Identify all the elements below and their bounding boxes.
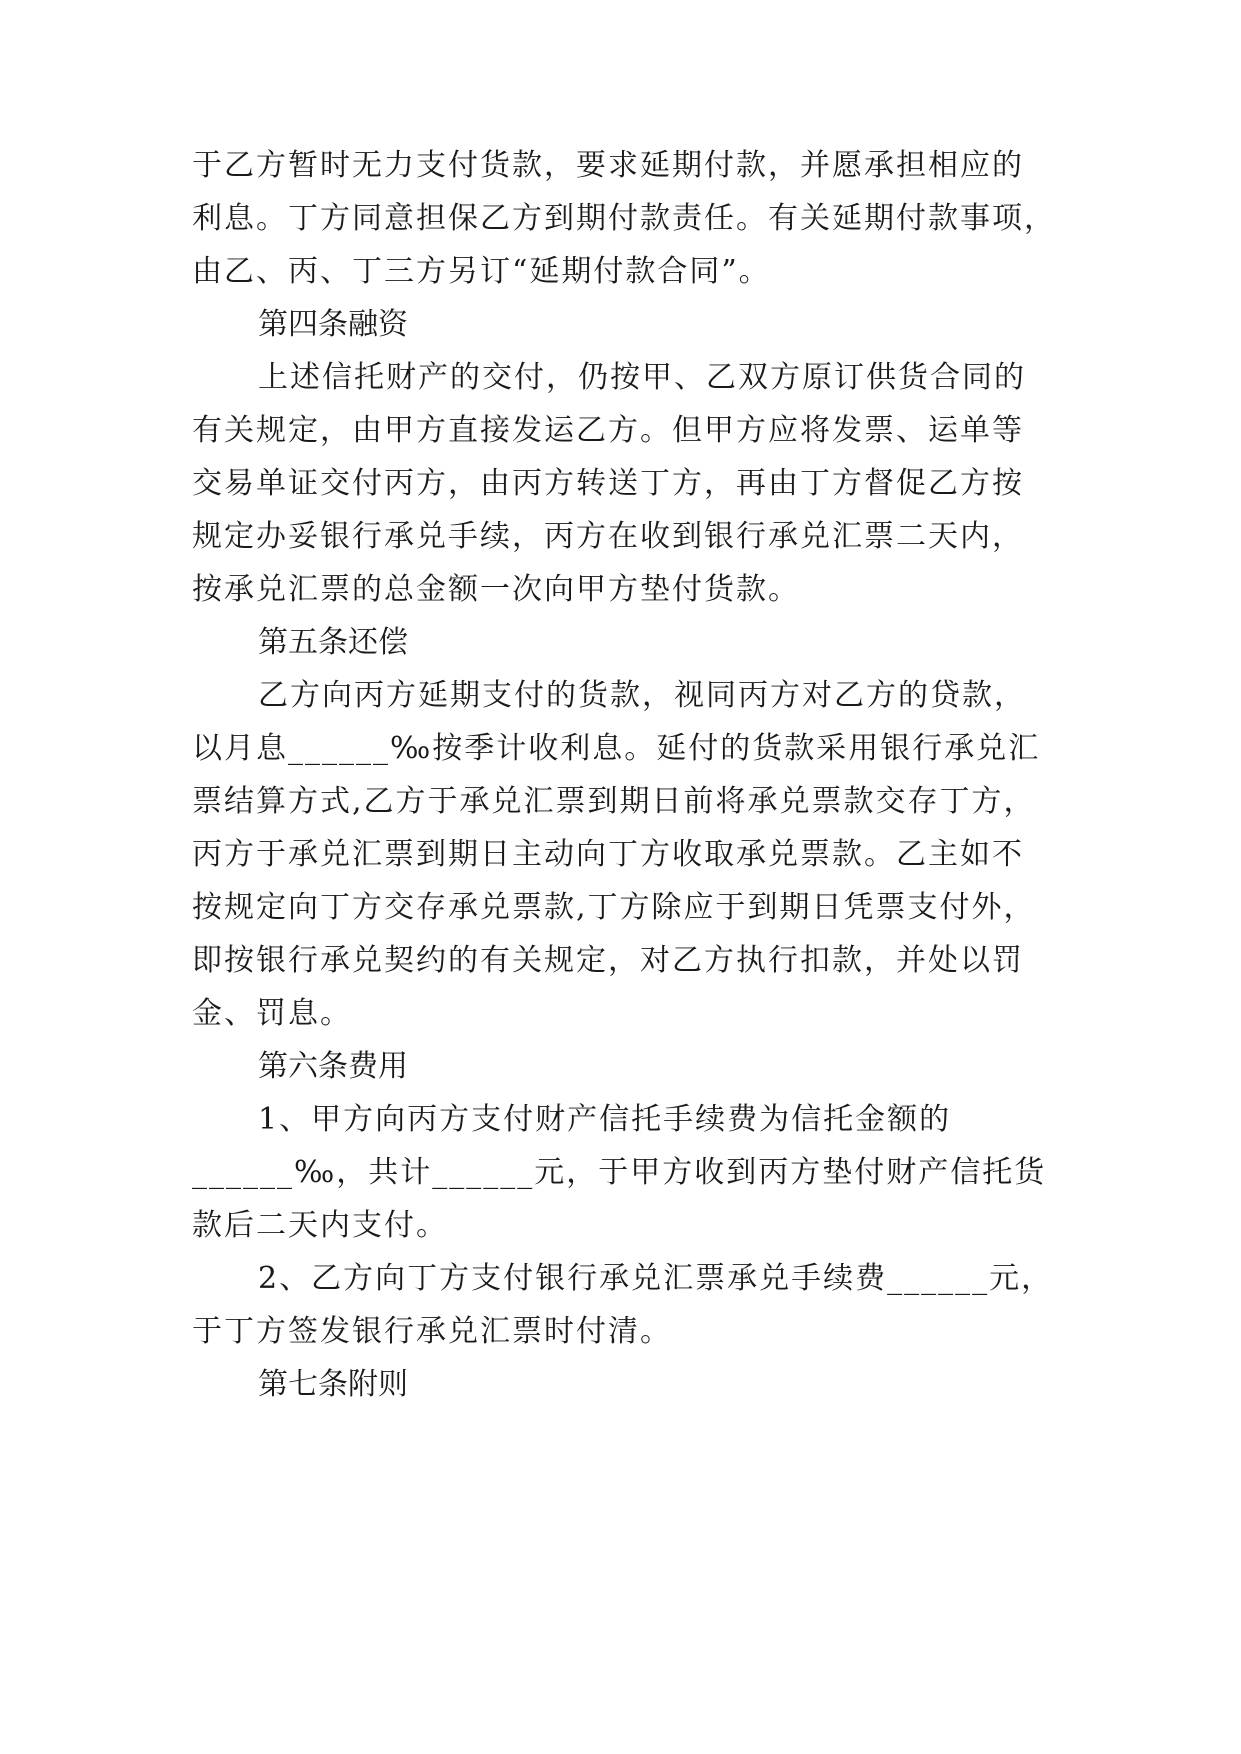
- body-text-line: 丙方于承兑汇票到期日主动向丁方收取承兑票款。乙主如不: [192, 837, 1024, 872]
- body-text-line: 利息。丁方同意担保乙方到期付款责任。有关延期付款事项，: [192, 201, 1056, 236]
- body-text-line: 交易单证交付丙方，由丙方转送丁方，再由丁方督促乙方按: [192, 466, 1024, 501]
- body-text-line: 即按银行承兑契约的有关规定，对乙方执行扣款，并处以罚: [192, 943, 1024, 978]
- section-heading-4: 第四条融资: [258, 307, 408, 342]
- body-text-line: 有关规定，由甲方直接发运乙方。但甲方应将发票、运单等: [192, 413, 1024, 448]
- section-heading-7: 第七条附则: [258, 1367, 408, 1402]
- body-text-line: 1、甲方向丙方支付财产信托手续费为信托金额的: [258, 1102, 952, 1137]
- body-text-line: 按承兑汇票的总金额一次向甲方垫付货款。: [192, 572, 800, 607]
- body-text-line: 于乙方暂时无力支付货款，要求延期付款，并愿承担相应的: [192, 148, 1024, 183]
- section-heading-6: 第六条费用: [258, 1049, 408, 1084]
- body-text-line: 于丁方签发银行承兑汇票时付清。: [192, 1314, 672, 1349]
- body-text-line: ______‰，共计______元，于甲方收到丙方垫付财产信托货: [192, 1155, 1047, 1190]
- section-heading-5: 第五条还偿: [258, 625, 408, 660]
- body-text-line: 按规定向丁方交存承兑票款,丁方除应于到期日凭票支付外，: [192, 890, 1036, 925]
- body-text-line: 由乙、丙、丁三方另订“延期付款合同”。: [192, 254, 771, 289]
- body-text-line: 2、乙方向丁方支付银行承兑汇票承兑手续费______元，: [258, 1261, 1054, 1296]
- body-text-line: 乙方向丙方延期支付的货款，视同丙方对乙方的贷款，: [258, 678, 1026, 713]
- body-text-line: 金、罚息。: [192, 996, 352, 1031]
- body-text-line: 上述信托财产的交付，仍按甲、乙双方原订供货合同的: [258, 360, 1026, 395]
- body-text-line: 票结算方式,乙方于承兑汇票到期日前将承兑票款交存丁方，: [192, 784, 1036, 819]
- body-text-line: 以月息______‰按季计收利息。延付的货款采用银行承兑汇: [192, 731, 1041, 766]
- body-text-line: 款后二天内支付。: [192, 1208, 448, 1243]
- body-text-line: 规定办妥银行承兑手续，丙方在收到银行承兑汇票二天内，: [192, 519, 1024, 554]
